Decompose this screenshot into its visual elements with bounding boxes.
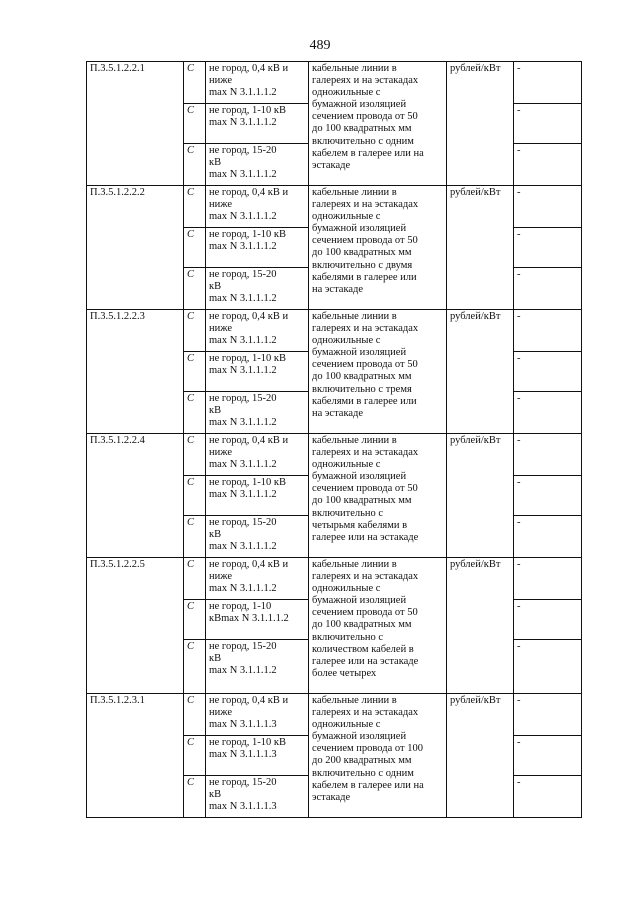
unit-cell: рублей/кВт — [447, 310, 514, 434]
value-cell: - — [514, 516, 582, 558]
text-line: кВ — [209, 405, 222, 417]
text-line: max N 3.1.1.1.2 — [209, 583, 277, 595]
value-cell: - — [514, 640, 582, 694]
text-line: не город, 1-10 кВ — [209, 477, 286, 488]
text-line: не город, 1-10 кВ — [209, 229, 286, 240]
text-line: кВmax N 3.1.1.1.2 — [209, 613, 289, 625]
text-line: кВ — [209, 281, 222, 293]
description-cell — [309, 434, 447, 558]
text-line: max N 3.1.1.1.2 — [209, 211, 277, 223]
text-line: кабельные линии в — [312, 311, 397, 322]
unit-cell: рублей/кВт — [447, 558, 514, 694]
value-cell: - — [514, 600, 582, 640]
unit-cell: рублей/кВт — [447, 434, 514, 558]
text-line: кВ — [209, 157, 222, 169]
voltage-cell — [206, 310, 309, 352]
text-line: max N 3.1.1.1.3 — [209, 719, 277, 731]
text-line: бумажной изоляцией — [312, 595, 407, 607]
voltage-cell — [206, 352, 309, 392]
text-line: включительно с одним — [312, 767, 414, 779]
table-row — [87, 434, 582, 476]
text-line: галереях и на эстакадах — [312, 199, 419, 211]
item-code: П.3.5.1.2.2.2 — [87, 186, 184, 310]
voltage-cell — [206, 516, 309, 558]
text-line: max N 3.1.1.1.3 — [209, 749, 277, 761]
value-cell: - — [514, 310, 582, 352]
text-line: галереях и на эстакадах — [312, 571, 419, 583]
text-line: одножильные с — [312, 719, 381, 731]
category-cell: С — [184, 310, 206, 352]
description-cell — [309, 186, 447, 310]
tariff-table-body — [87, 62, 582, 818]
text-line: эстакаде — [312, 159, 351, 171]
text-line: одножильные с — [312, 459, 381, 471]
text-line: сечением провода от 50 — [312, 111, 418, 123]
value-cell: - — [514, 268, 582, 310]
text-line: max N 3.1.1.1.2 — [209, 335, 277, 347]
description-cell — [309, 62, 447, 186]
voltage-cell — [206, 186, 309, 228]
text-line: не город, 0,4 кВ и — [209, 695, 289, 706]
text-line: одножильные с — [312, 583, 381, 595]
text-line: не город, 1-10 — [209, 601, 272, 612]
text-line: галерее или на эстакаде — [312, 655, 419, 667]
category-cell: С — [184, 600, 206, 640]
text-line: включительно с — [312, 631, 384, 643]
text-line: не город, 15-20 — [209, 269, 277, 280]
text-line: сечением провода от 50 — [312, 607, 418, 619]
table-row — [87, 310, 582, 352]
text-line: не город, 0,4 кВ и — [209, 187, 289, 198]
value-cell: - — [514, 476, 582, 516]
value-cell: - — [514, 352, 582, 392]
category-cell: С — [184, 352, 206, 392]
text-line: бумажной изоляцией — [312, 471, 407, 483]
item-code: П.3.5.1.2.2.4 — [87, 434, 184, 558]
text-line: бумажной изоляцией — [312, 347, 407, 359]
category-cell: С — [184, 558, 206, 600]
text-line: ниже — [209, 571, 233, 583]
text-line: не город, 0,4 кВ и — [209, 311, 289, 322]
text-line: max N 3.1.1.1.2 — [209, 117, 277, 129]
text-line: до 100 квадратных мм — [312, 619, 412, 631]
text-line: включительно с одним — [312, 135, 414, 147]
text-line: кВ — [209, 653, 222, 665]
value-cell: - — [514, 228, 582, 268]
text-line: не город, 1-10 кВ — [209, 105, 286, 116]
text-line: не город, 15-20 — [209, 393, 277, 404]
text-line: ниже — [209, 447, 233, 459]
text-line: на эстакаде — [312, 407, 364, 419]
text-line: до 200 квадратных мм — [312, 755, 412, 767]
voltage-cell — [206, 144, 309, 186]
category-cell: С — [184, 640, 206, 694]
text-line: четырьмя кабелями в — [312, 519, 408, 531]
text-line: кВ — [209, 789, 222, 801]
text-line: не город, 15-20 — [209, 145, 277, 156]
voltage-cell — [206, 392, 309, 434]
category-cell: С — [184, 516, 206, 558]
table-row — [87, 62, 582, 104]
text-line: не город, 0,4 кВ и — [209, 63, 289, 74]
voltage-cell — [206, 736, 309, 776]
unit-cell: рублей/кВт — [447, 694, 514, 818]
value-cell: - — [514, 62, 582, 104]
text-line: сечением провода от 50 — [312, 359, 418, 371]
text-line: кабельные линии в — [312, 695, 397, 706]
text-line: галереях и на эстакадах — [312, 75, 419, 87]
text-line: не город, 15-20 — [209, 517, 277, 528]
value-cell: - — [514, 776, 582, 818]
text-line: до 100 квадратных мм — [312, 495, 412, 507]
text-line: бумажной изоляцией — [312, 731, 407, 743]
text-line: эстакаде — [312, 791, 351, 803]
text-line: более четырех — [312, 667, 377, 679]
voltage-cell — [206, 268, 309, 310]
text-line: до 100 квадратных мм — [312, 371, 412, 383]
text-line: ниже — [209, 707, 233, 719]
text-line: max N 3.1.1.1.2 — [209, 459, 277, 471]
voltage-cell — [206, 476, 309, 516]
voltage-cell — [206, 104, 309, 144]
text-line: сечением провода от 50 — [312, 235, 418, 247]
text-line: не город, 1-10 кВ — [209, 737, 286, 748]
text-line: кабельные линии в — [312, 559, 397, 570]
text-line: одножильные с — [312, 87, 381, 99]
description-cell — [309, 310, 447, 434]
text-line: сечением провода от 100 — [312, 743, 423, 755]
text-line: до 100 квадратных мм — [312, 247, 412, 259]
text-line: max N 3.1.1.1.2 — [209, 241, 277, 253]
text-line: кабелями в галерее или — [312, 395, 417, 407]
text-line: включительно с двумя — [312, 259, 413, 271]
value-cell: - — [514, 144, 582, 186]
text-line: не город, 1-10 кВ — [209, 353, 286, 364]
text-line: до 100 квадратных мм — [312, 123, 412, 135]
text-line: не город, 15-20 — [209, 641, 277, 652]
value-cell: - — [514, 186, 582, 228]
text-line: включительно с тремя — [312, 383, 412, 395]
text-line: галереях и на эстакадах — [312, 707, 419, 719]
voltage-cell — [206, 434, 309, 476]
category-cell: С — [184, 476, 206, 516]
text-line: ниже — [209, 199, 233, 211]
voltage-cell — [206, 228, 309, 268]
text-line: max N 3.1.1.1.2 — [209, 665, 277, 677]
voltage-cell — [206, 558, 309, 600]
text-line: одножильные с — [312, 335, 381, 347]
text-line: количеством кабелей в — [312, 643, 414, 655]
value-cell: - — [514, 736, 582, 776]
value-cell: - — [514, 434, 582, 476]
text-line: кабельные линии в — [312, 63, 397, 74]
table-row — [87, 694, 582, 736]
text-line: не город, 15-20 — [209, 777, 277, 788]
category-cell: С — [184, 228, 206, 268]
voltage-cell — [206, 694, 309, 736]
category-cell: С — [184, 144, 206, 186]
item-code: П.3.5.1.2.2.1 — [87, 62, 184, 186]
value-cell: - — [514, 392, 582, 434]
item-code: П.3.5.1.2.3.1 — [87, 694, 184, 818]
value-cell: - — [514, 694, 582, 736]
text-line: не город, 0,4 кВ и — [209, 559, 289, 570]
category-cell: С — [184, 268, 206, 310]
text-line: max N 3.1.1.1.2 — [209, 87, 277, 99]
category-cell: С — [184, 736, 206, 776]
text-line: кабелями в галерее или — [312, 271, 417, 283]
text-line: галереях и на эстакадах — [312, 447, 419, 459]
text-line: max N 3.1.1.1.2 — [209, 489, 277, 501]
text-line: одножильные с — [312, 211, 381, 223]
text-line: max N 3.1.1.1.2 — [209, 169, 277, 181]
text-line: на эстакаде — [312, 283, 364, 295]
text-line: включительно с — [312, 507, 384, 519]
text-line: не город, 0,4 кВ и — [209, 435, 289, 446]
text-line: бумажной изоляцией — [312, 99, 407, 111]
voltage-cell — [206, 600, 309, 640]
category-cell: С — [184, 104, 206, 144]
item-code: П.3.5.1.2.2.5 — [87, 558, 184, 694]
text-line: кабелем в галерее или на — [312, 779, 424, 791]
category-cell: С — [184, 694, 206, 736]
text-line: ниже — [209, 75, 233, 87]
category-cell: С — [184, 434, 206, 476]
text-line: max N 3.1.1.1.2 — [209, 417, 277, 429]
text-line: кабельные линии в — [312, 435, 397, 446]
description-cell — [309, 694, 447, 818]
category-cell: С — [184, 186, 206, 228]
text-line: max N 3.1.1.1.3 — [209, 801, 277, 813]
category-cell: С — [184, 62, 206, 104]
text-line: кабельные линии в — [312, 187, 397, 198]
category-cell: С — [184, 776, 206, 818]
text-line: max N 3.1.1.1.2 — [209, 541, 277, 553]
text-line: галерее или на эстакаде — [312, 531, 419, 543]
text-line: max N 3.1.1.1.2 — [209, 293, 277, 305]
table-row — [87, 186, 582, 228]
page-number: 489 — [309, 38, 331, 53]
text-line: сечением провода от 50 — [312, 483, 418, 495]
text-line: ниже — [209, 323, 233, 335]
voltage-cell — [206, 62, 309, 104]
text-line: кабелем в галерее или на — [312, 147, 424, 159]
category-cell: С — [184, 392, 206, 434]
value-cell: - — [514, 558, 582, 600]
unit-cell: рублей/кВт — [447, 186, 514, 310]
text-line: кВ — [209, 529, 222, 541]
text-line: max N 3.1.1.1.2 — [209, 365, 277, 377]
text-line: бумажной изоляцией — [312, 223, 407, 235]
item-code: П.3.5.1.2.2.3 — [87, 310, 184, 434]
unit-cell: рублей/кВт — [447, 62, 514, 186]
voltage-cell — [206, 640, 309, 694]
table-row — [87, 558, 582, 600]
voltage-cell — [206, 776, 309, 818]
value-cell: - — [514, 104, 582, 144]
tariff-table — [86, 61, 582, 818]
text-line: галереях и на эстакадах — [312, 323, 419, 335]
description-cell — [309, 558, 447, 694]
